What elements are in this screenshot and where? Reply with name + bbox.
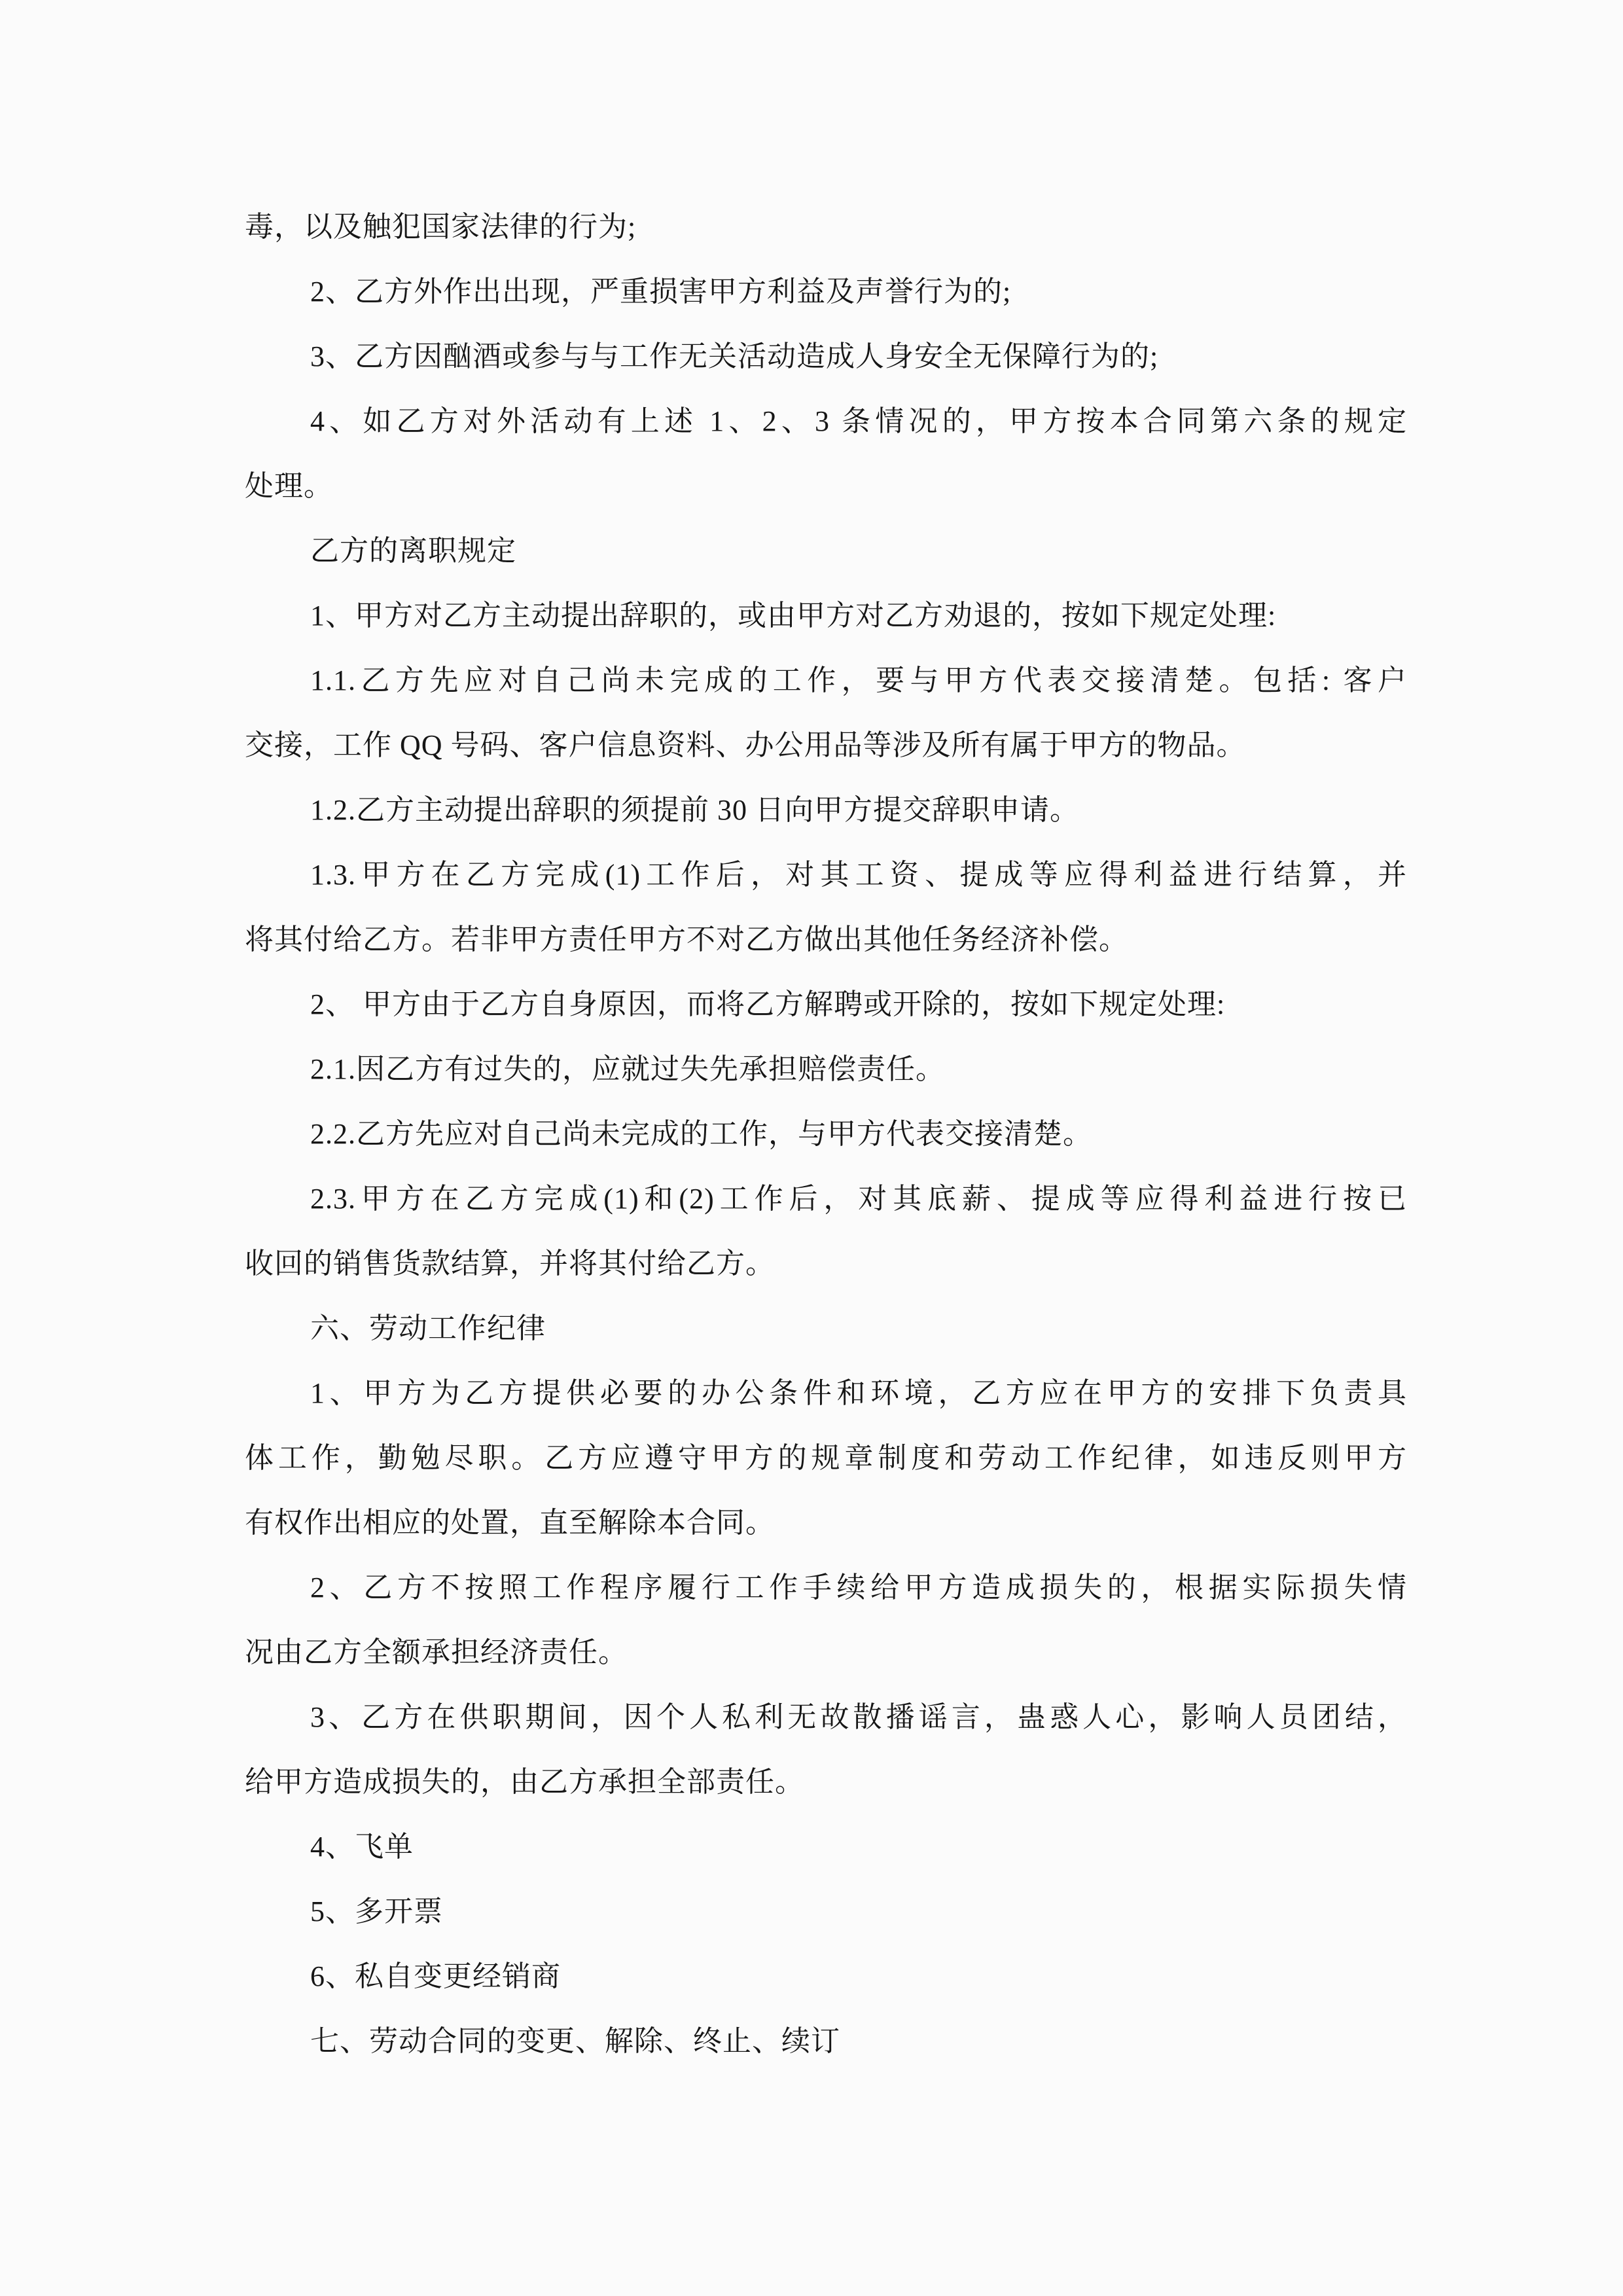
document-line: 2.3.甲方在乙方完成(1)和(2)工作后，对其底薪、提成等应得利益进行按已 bbox=[310, 1183, 1407, 1215]
document-line: 况由乙方全额承担经济责任。 bbox=[245, 1636, 628, 1668]
document-line: 交接，工作 QQ 号码、客户信息资料、办公用品等涉及所有属于甲方的物品。 bbox=[245, 729, 1246, 761]
document-line: 2、乙方不按照工作程序履行工作手续给甲方造成损失的，根据实际损失情 bbox=[310, 1571, 1407, 1604]
document-line: 3、乙方因酗酒或参与与工作无关活动造成人身安全无保障行为的; bbox=[310, 340, 1159, 372]
document-line: 5、多开票 bbox=[310, 1895, 443, 1928]
document-line: 1、甲方对乙方主动提出辞职的，或由甲方对乙方劝退的，按如下规定处理: bbox=[310, 600, 1277, 632]
document-line: 2、乙方外作出出现，严重损害甲方利益及声誉行为的; bbox=[310, 276, 1012, 308]
document-line: 毒，以及触犯国家法律的行为; bbox=[245, 211, 637, 243]
document-line: 收回的销售货款结算，并将其付给乙方。 bbox=[245, 1247, 775, 1280]
document-line: 1、甲方为乙方提供必要的办公条件和环境，乙方应在甲方的安排下负责具 bbox=[310, 1377, 1407, 1409]
document-line: 体工作，勤勉尽职。乙方应遵守甲方的规章制度和劳动工作纪律，如违反则甲方 bbox=[245, 1442, 1407, 1474]
document-line: 1.3.甲方在乙方完成(1)工作后，对其工资、提成等应得利益进行结算，并 bbox=[310, 859, 1407, 891]
document-line: 将其付给乙方。若非甲方责任甲方不对乙方做出其他任务经济补偿。 bbox=[245, 924, 1128, 956]
document-line: 七、劳动合同的变更、解除、终止、续订 bbox=[310, 2025, 840, 2057]
document-line: 1.2.乙方主动提出辞职的须提前 30 日向甲方提交辞职申请。 bbox=[310, 794, 1079, 826]
document-line: 4、飞单 bbox=[310, 1831, 414, 1863]
document-line: 处理。 bbox=[245, 470, 333, 502]
document-line: 2.2.乙方先应对自己尚未完成的工作，与甲方代表交接清楚。 bbox=[310, 1118, 1092, 1150]
document-line: 4、如乙方对外活动有上述 1、2、3 条情况的，甲方按本合同第六条的规定 bbox=[310, 405, 1407, 437]
document-line: 3、乙方在供职期间，因个人私利无故散播谣言，蛊惑人心，影响人员团结， bbox=[310, 1701, 1407, 1733]
contract-text bbox=[245, 194, 1407, 2073]
document-line: 给甲方造成损失的，由乙方承担全部责任。 bbox=[245, 1766, 804, 1798]
document-line: 六、劳动工作纪律 bbox=[310, 1312, 546, 1344]
document-line: 2、 甲方由于乙方自身原因，而将乙方解聘或开除的，按如下规定处理: bbox=[310, 988, 1226, 1020]
document-line: 2.1.因乙方有过失的，应就过失先承担赔偿责任。 bbox=[310, 1053, 945, 1085]
document-line: 有权作出相应的处置，直至解除本合同。 bbox=[245, 1507, 775, 1539]
document-line: 1.1.乙方先应对自己尚未完成的工作，要与甲方代表交接清楚。包括: 客户 bbox=[310, 664, 1407, 696]
document-line: 乙方的离职规定 bbox=[310, 535, 516, 567]
document-line: 6、私自变更经销商 bbox=[310, 1960, 561, 1992]
